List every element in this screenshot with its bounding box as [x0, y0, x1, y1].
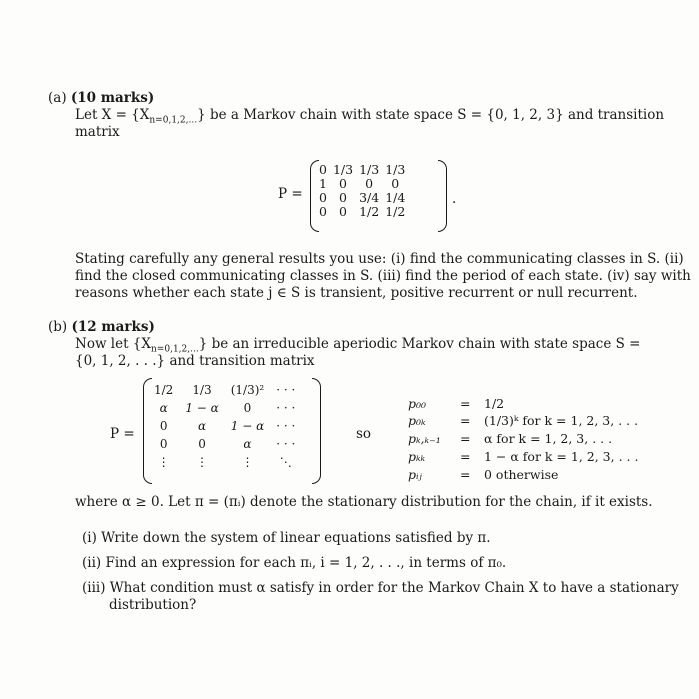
part-b-intro-line-2: {0, 1, 2, . . .} and transition matrix: [75, 353, 315, 369]
part-b-matrix-label: P =: [110, 426, 135, 442]
part-b-item-ii: (ii) Find an expression for each πᵢ, i = 1, 2, . . ., in terms of π₀.: [82, 555, 507, 571]
part-b-label: [48, 318, 155, 336]
part-a-question-line-2: find the closed communicating classes in S. (iii) find the period of each state. (iv) say with: [75, 268, 691, 284]
part-a-question-line-1: Stating carefully any general results you use: (i) find the communicating classes in S. (ii): [75, 251, 684, 267]
part-a-intro-line-2: matrix: [75, 124, 120, 140]
part-b-item-i: (i) Write down the system of linear equations satisfied by π.: [82, 530, 491, 546]
part-b-where-line: where α ≥ 0. Let π = (πᵢ) denote the stationary distribution for the chain, if it exists.: [75, 494, 653, 510]
part-a-matrix-label: P =: [278, 186, 303, 202]
part-b-right-paren: [312, 378, 321, 484]
part-a-question-line-3: reasons whether each state j ∈ S is transient, positive recurrent or null recurrent.: [75, 285, 638, 301]
part-a-marks: (10 marks): [70, 90, 155, 106]
part-a-right-paren: [438, 160, 447, 232]
part-b-number: (b): [48, 319, 68, 335]
part-b-so-label: so: [356, 426, 372, 442]
matrix-row: 0 α 1 − α · · ·: [159, 419, 296, 433]
part-a-matrix-period: .: [452, 191, 457, 207]
part-b-matrix: [148, 381, 301, 471]
part-b-intro-line-1: Now let $\{X_{n=0,1,2,...}\}$ be an irreducible aperiodic Markov chain with state space S =: [75, 336, 641, 355]
matrix-row: 0 0 1/2 1/2: [319, 204, 406, 219]
part-a-matrix: [316, 163, 408, 219]
part-b-item-iii-cont: distribution?: [109, 597, 197, 613]
matrix-row: α 1 − α 0 · · ·: [159, 401, 296, 415]
part-a-intro-line-1: Let $X = \{X_{n=0,1,2,...}\}$ be a Markov chain with state space S = {0, 1, 2, 3} and transition: [75, 107, 665, 126]
part-b-marks: (12 marks): [71, 319, 155, 335]
matrix-row: 0 0 3/4 1/4: [319, 190, 406, 205]
part-a-label: [48, 89, 154, 107]
part-b-item-iii: (iii) What condition must α satisfy in order for the Markov Chain X to have a stationary: [82, 580, 679, 596]
matrix-row: 0 1/3 1/3 1/3: [319, 162, 406, 177]
part-a-number: (a): [48, 90, 67, 106]
matrix-row: ⋮ ⋮ ⋮ ⋱: [157, 455, 292, 469]
matrix-row: 0 0 α · · ·: [159, 437, 296, 451]
matrix-row: 1 0 0 0: [319, 176, 400, 191]
matrix-row: 1/2 1/3 (1/3)² · · ·: [154, 383, 296, 397]
